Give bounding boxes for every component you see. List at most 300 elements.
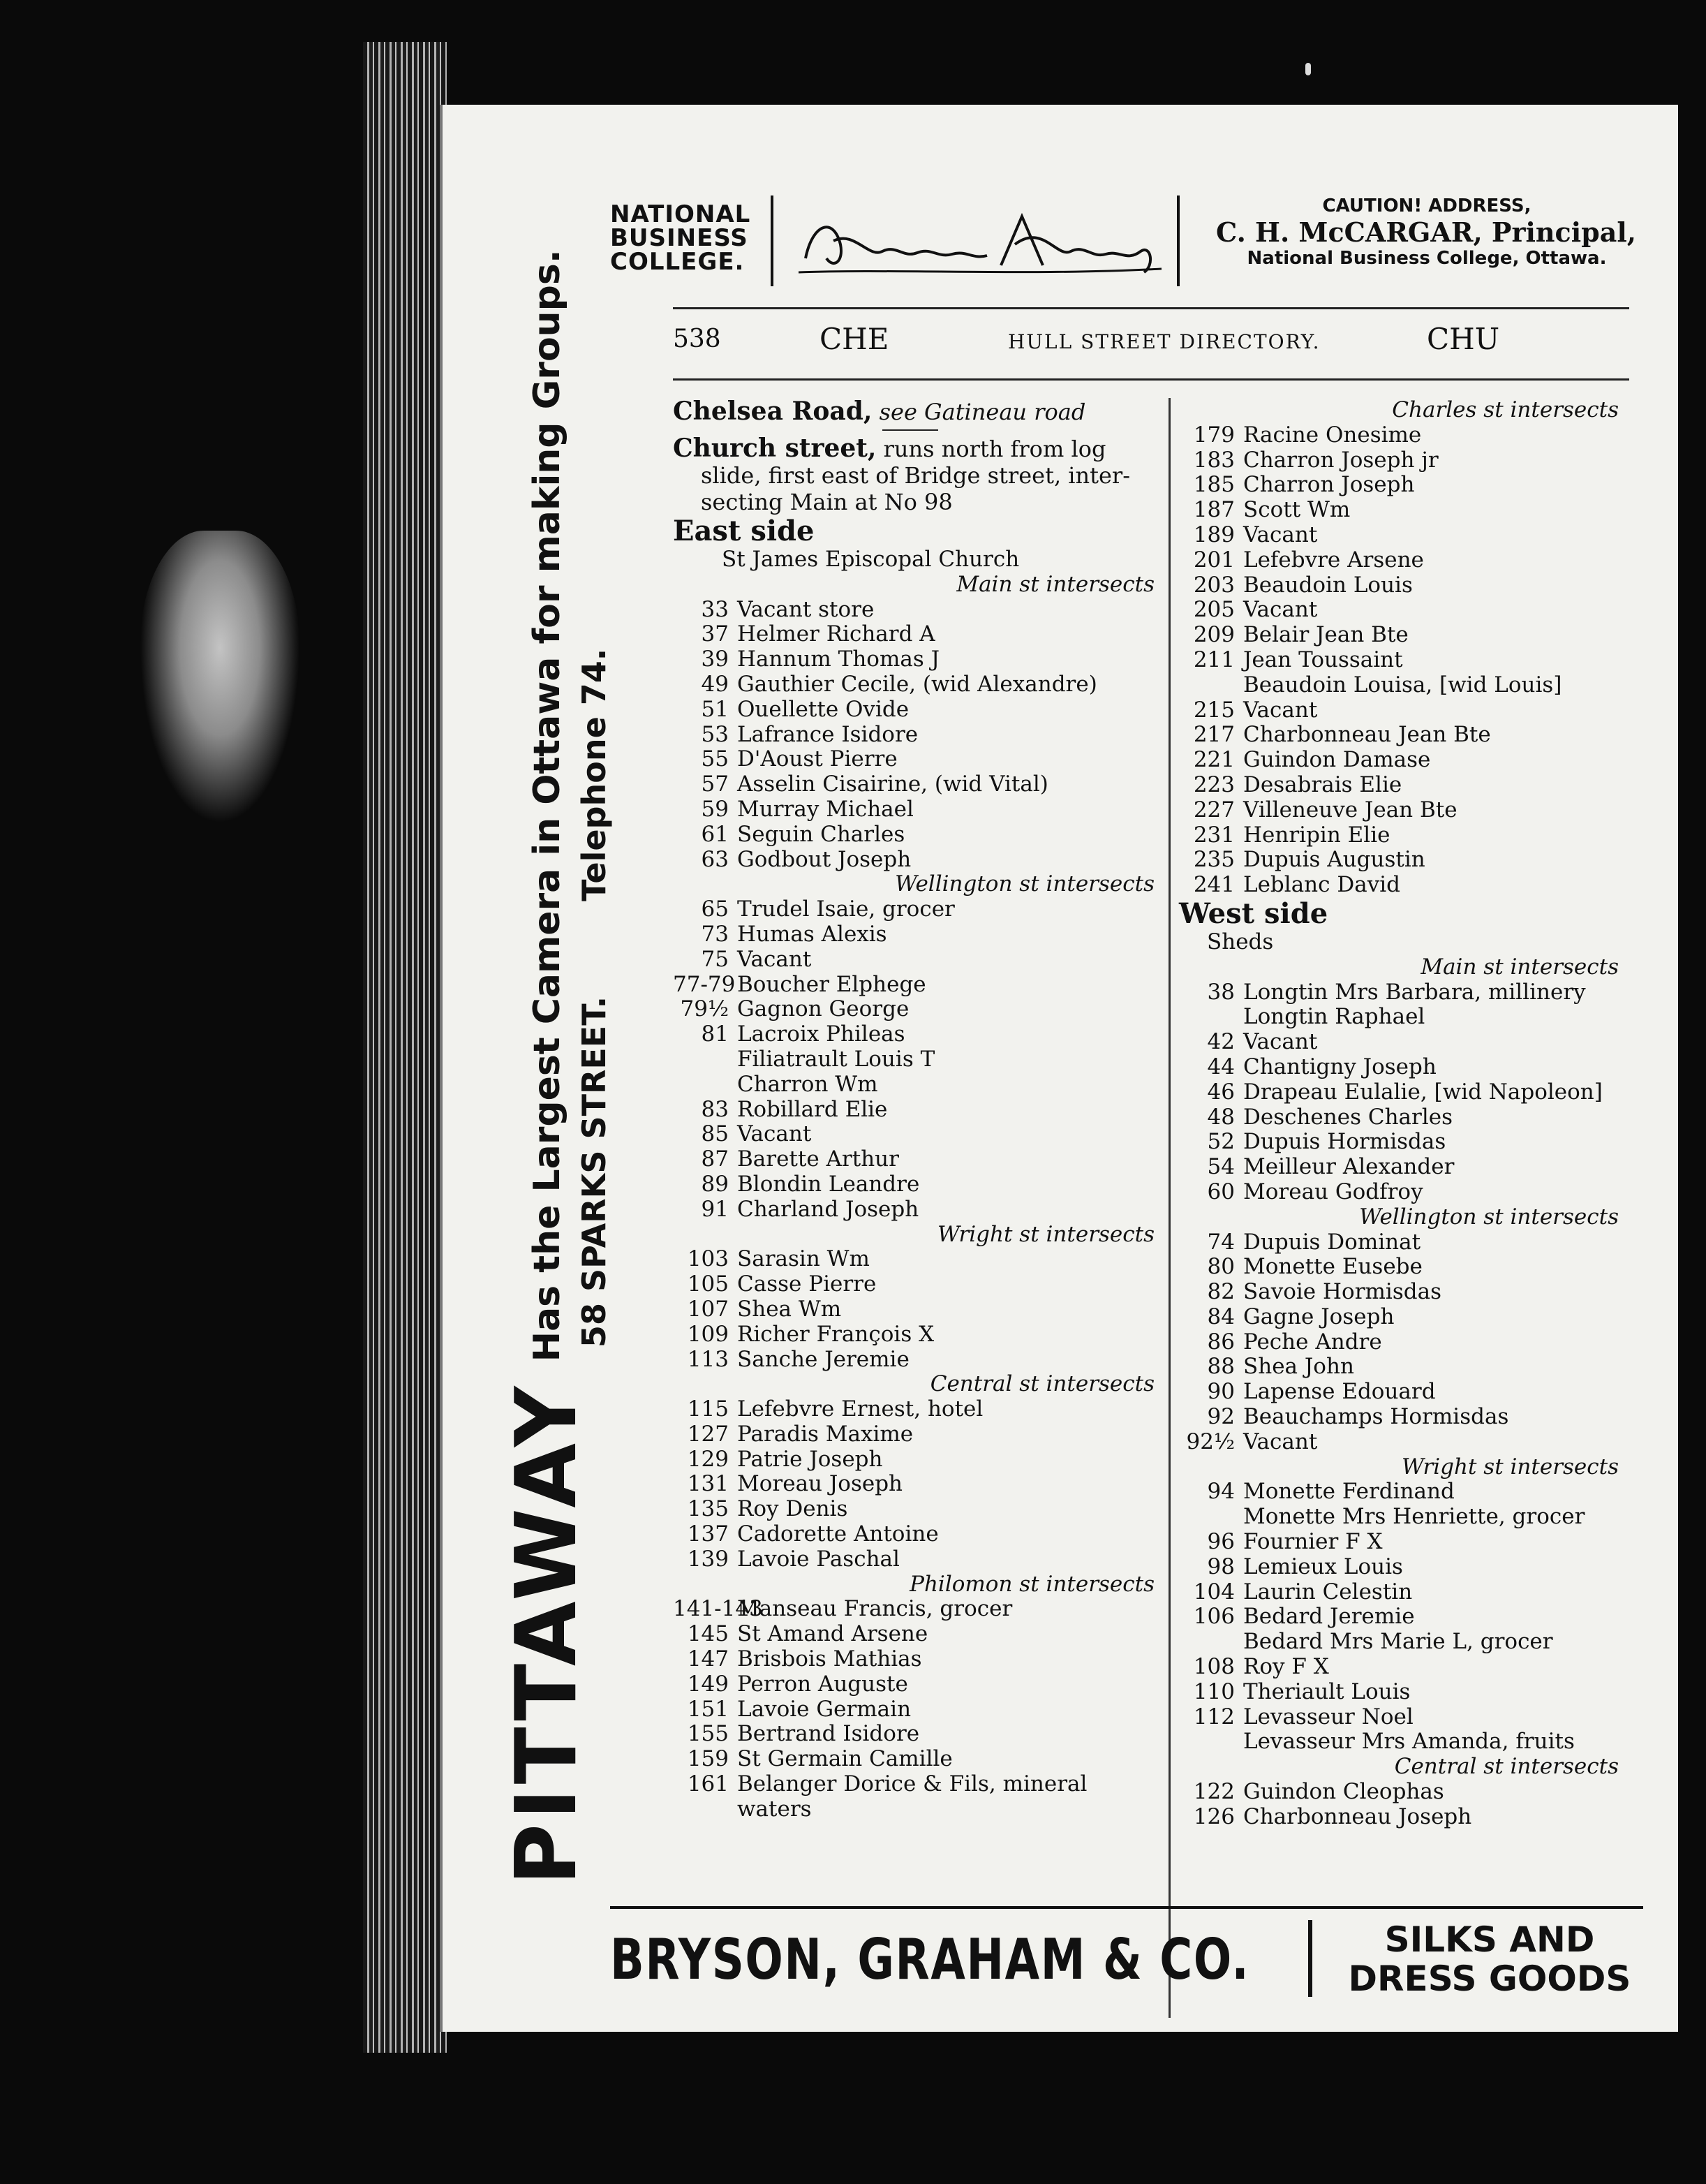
house-number: 235	[1193, 847, 1235, 873]
resident-name: Meilleur Alexander	[1243, 1154, 1455, 1180]
list-item: Sheds	[1207, 929, 1274, 954]
list-item	[673, 1022, 1162, 1047]
resident-name: Monette Ferdinand	[1243, 1479, 1455, 1505]
list-item	[673, 1297, 1162, 1322]
house-number: 80	[1207, 1254, 1235, 1280]
list-item	[1179, 1130, 1626, 1155]
resident-name: Patrie Joseph	[737, 1446, 883, 1472]
list-item	[1179, 723, 1626, 748]
house-number: 57	[701, 772, 729, 797]
house-number: 135	[687, 1496, 729, 1522]
intersection-note: Charles st intersects	[1392, 397, 1619, 422]
list-item	[673, 1272, 1162, 1297]
list-item	[1179, 1280, 1626, 1305]
resident-name: Shea Wm	[737, 1296, 842, 1322]
resident-name: Godbout Joseph	[737, 846, 912, 872]
list-item	[1179, 1030, 1626, 1055]
resident-name: Sarasin Wm	[737, 1246, 870, 1272]
resident-name: Charron Joseph	[1243, 472, 1415, 498]
resident-name: Ouellette Ovide	[737, 696, 910, 722]
resident-name: Beaudoin Louis	[1243, 572, 1413, 598]
house-number: 59	[701, 796, 729, 822]
resident-name: Deschenes Charles	[1243, 1104, 1453, 1130]
list-item	[1179, 1155, 1626, 1180]
list-item	[1179, 1705, 1626, 1730]
header-divider	[1177, 195, 1180, 286]
house-number: 205	[1193, 597, 1235, 623]
resident-name: Drapeau Eulalie, [wid Napoleon]	[1243, 1079, 1603, 1105]
street-desc: slide, first east of Bridge street, inter-	[701, 462, 1131, 489]
list-item	[673, 672, 1162, 698]
header-divider	[771, 195, 773, 286]
list-item	[1179, 1230, 1626, 1255]
resident-name: Blondin Leandre	[737, 1171, 920, 1197]
running-head	[673, 318, 1629, 360]
resident-name: Lefebvre Ernest, hotel	[737, 1396, 984, 1422]
house-number: 83	[701, 1096, 729, 1122]
house-number: 223	[1193, 772, 1235, 797]
resident-name: Guindon Cleophas	[1243, 1779, 1444, 1805]
street-note: see Gatineau road	[879, 399, 1086, 425]
list-item	[1179, 1405, 1626, 1430]
resident-name: St Amand Arsene	[737, 1621, 928, 1647]
list-item	[1179, 648, 1626, 673]
resident-name: Chantigny Joseph	[1243, 1054, 1437, 1079]
paper-stain	[140, 531, 300, 824]
list-item	[1179, 1055, 1626, 1080]
list-item	[673, 1172, 1162, 1197]
resident-name: Roy Denis	[737, 1496, 848, 1522]
list-item	[1179, 1430, 1626, 1455]
house-number: 127	[687, 1421, 729, 1447]
resident-name: Roy F X	[1243, 1654, 1329, 1680]
list-item	[673, 1197, 1162, 1223]
caution-address	[1189, 195, 1636, 269]
resident-name: Beauchamps Hormisdas	[1243, 1404, 1509, 1430]
house-number: 131	[687, 1471, 729, 1497]
list-item	[673, 647, 1162, 672]
house-number: 183	[1193, 447, 1235, 473]
list-item	[673, 1747, 1162, 1772]
intersection-note: Philomon st intersects	[910, 1571, 1155, 1597]
resident-name: Robillard Elie	[737, 1096, 888, 1122]
house-number: 211	[1193, 647, 1235, 672]
running-head-rule	[673, 378, 1629, 381]
list-item	[673, 598, 1162, 623]
resident-name: Jean Toussaint	[1243, 647, 1403, 672]
house-number: 37	[701, 621, 729, 647]
nbc-line: NATIONAL	[610, 200, 751, 228]
house-number: 231	[1193, 822, 1235, 848]
resident-name: Leblanc David	[1243, 872, 1400, 898]
list-item	[673, 1497, 1162, 1522]
list-item	[673, 1622, 1162, 1647]
resident-name: Hannum Thomas J	[737, 647, 940, 672]
house-number: 53	[701, 721, 729, 747]
house-number: 96	[1207, 1529, 1235, 1555]
resident-name: Murray Michael	[737, 796, 914, 822]
running-head-title: HULL STREET DIRECTORY.	[1008, 330, 1321, 353]
bryson-graham-name: BRYSON, GRAHAM & CO.	[610, 1927, 1250, 1992]
list-item-continued: Bedard Mrs Marie L, grocer	[1243, 1629, 1553, 1655]
house-number: 87	[701, 1146, 729, 1172]
resident-name: Charbonneau Joseph	[1243, 1803, 1472, 1829]
list-item	[1179, 980, 1626, 1005]
list-item	[1179, 573, 1626, 598]
resident-name: Lavoie Germain	[737, 1696, 912, 1722]
house-number: 60	[1207, 1179, 1235, 1204]
intersection-note: Main st intersects	[1421, 954, 1619, 980]
resident-name: Shea John	[1243, 1354, 1354, 1380]
list-item	[1179, 698, 1626, 723]
column-divider	[1169, 398, 1171, 2018]
resident-name: Sanche Jeremie	[737, 1346, 910, 1372]
house-number: 109	[687, 1321, 729, 1347]
nbc-logo-text	[610, 202, 764, 274]
side-heading-east: East side	[673, 515, 815, 547]
resident-name: Henripin Elie	[1243, 822, 1390, 848]
left-entries	[673, 573, 1162, 1822]
house-number: 221	[1193, 747, 1235, 773]
house-number: 54	[1207, 1154, 1235, 1180]
list-item-continued: Levasseur Mrs Amanda, fruits	[1243, 1729, 1575, 1755]
resident-name: Moreau Godfroy	[1243, 1179, 1423, 1204]
header-rule	[673, 307, 1629, 309]
house-number: 241	[1193, 872, 1235, 898]
street-heading-church	[673, 435, 1162, 515]
list-item	[1179, 1680, 1626, 1705]
resident-name: Brisbois Mathias	[737, 1646, 922, 1672]
street-desc: runs north from log	[883, 436, 1106, 462]
house-number: 91	[701, 1196, 729, 1222]
house-number: 227	[1193, 797, 1235, 822]
intersection-note: Central st intersects	[930, 1371, 1155, 1397]
house-number: 129	[687, 1446, 729, 1472]
list-item	[1179, 498, 1626, 523]
house-number: 51	[701, 696, 729, 722]
resident-name: Laurin Celestin	[1243, 1579, 1413, 1604]
resident-name: Charland Joseph	[737, 1196, 919, 1222]
resident-name: Perron Auguste	[737, 1671, 908, 1697]
list-item	[673, 723, 1162, 748]
list-item-continued: Charron Wm	[737, 1071, 878, 1097]
resident-name: Bertrand Isidore	[737, 1721, 920, 1747]
house-number: 122	[1193, 1779, 1235, 1805]
footer-advertisement	[610, 1906, 1643, 2011]
small-rule	[882, 429, 938, 431]
list-item	[673, 1597, 1162, 1622]
list-item	[1179, 448, 1626, 473]
list-item	[673, 1322, 1162, 1348]
resident-name: Scott Wm	[1243, 497, 1351, 523]
house-number: 189	[1193, 522, 1235, 547]
list-item	[673, 797, 1162, 822]
business-writing-script-icon	[792, 202, 1169, 286]
principal-name: C. H. McCARGAR, Principal,	[1216, 216, 1636, 248]
house-number: 161	[687, 1771, 729, 1797]
house-number: 104	[1193, 1579, 1235, 1604]
resident-name: Lefebvre Arsene	[1243, 547, 1424, 573]
side-heading-west: West side	[1179, 897, 1328, 930]
caution-title: CAUTION! ADDRESS,	[1322, 195, 1531, 216]
house-number: 147	[687, 1646, 729, 1672]
resident-name: Peche Andre	[1243, 1329, 1382, 1355]
house-number: 137	[687, 1521, 729, 1547]
house-number: 52	[1207, 1129, 1235, 1155]
list-item	[673, 922, 1162, 947]
list-item	[1179, 1805, 1626, 1830]
silks-line: DRESS GOODS	[1348, 1958, 1631, 1999]
house-number: 88	[1207, 1354, 1235, 1380]
resident-name: Richer François X	[737, 1321, 935, 1347]
resident-name: Bedard Jeremie	[1243, 1604, 1415, 1630]
house-number: 113	[687, 1346, 729, 1372]
house-number: 48	[1207, 1104, 1235, 1130]
list-item-continued: waters	[737, 1796, 812, 1822]
side-advertisement	[498, 249, 666, 1885]
list-item	[673, 622, 1162, 647]
list-item	[673, 747, 1162, 772]
list-item	[1179, 1555, 1626, 1580]
house-number: 98	[1207, 1554, 1235, 1579]
house-number: 145	[687, 1621, 729, 1647]
intersection-note: Main st intersects	[956, 571, 1155, 597]
list-item	[673, 848, 1162, 873]
house-number: 103	[687, 1246, 729, 1272]
house-number: 55	[701, 746, 729, 772]
footer-rule	[610, 1906, 1643, 1909]
list-item	[1179, 1580, 1626, 1605]
resident-name: Paradis Maxime	[737, 1421, 914, 1447]
list-item	[673, 772, 1162, 797]
house-number: 106	[1193, 1604, 1235, 1630]
house-number: 108	[1193, 1654, 1235, 1680]
street-name: Church street,	[673, 434, 877, 463]
house-number: 203	[1193, 572, 1235, 598]
list-item	[673, 1397, 1162, 1422]
house-number: 75	[701, 946, 729, 972]
list-item	[673, 1472, 1162, 1497]
resident-name: Dupuis Dominat	[1243, 1229, 1421, 1255]
house-number: 159	[687, 1746, 729, 1772]
running-head-left: CHE	[819, 322, 889, 356]
list-item	[1179, 1080, 1626, 1105]
house-number: 81	[701, 1021, 729, 1047]
house-number: 126	[1193, 1803, 1235, 1829]
resident-name: Theriault Louis	[1243, 1678, 1411, 1704]
pittaway-telephone: Telephone 74.	[575, 648, 613, 901]
list-item	[1179, 1255, 1626, 1280]
list-item	[1179, 1780, 1626, 1805]
list-item	[673, 973, 1162, 998]
list-item	[1179, 523, 1626, 548]
house-number: 44	[1207, 1054, 1235, 1079]
list-item	[1179, 798, 1626, 823]
street-heading-chelsea	[673, 398, 1162, 425]
list-item	[673, 1348, 1162, 1373]
list-item	[673, 1647, 1162, 1672]
resident-name: Moreau Joseph	[737, 1471, 903, 1497]
list-item	[673, 1697, 1162, 1722]
house-number: 155	[687, 1721, 729, 1747]
list-item	[1179, 423, 1626, 448]
street-desc: secting Main at No 98	[701, 489, 953, 515]
house-number: 74	[1207, 1229, 1235, 1255]
resident-name: Cadorette Antoine	[737, 1521, 939, 1547]
resident-name: Lafrance Isidore	[737, 721, 919, 747]
header-advertisement	[610, 195, 1636, 293]
house-number: 82	[1207, 1279, 1235, 1305]
resident-name: Helmer Richard A	[737, 621, 935, 647]
house-number: 42	[1207, 1029, 1235, 1055]
house-number: 61	[701, 821, 729, 847]
page-number: 538	[673, 325, 721, 353]
list-item	[673, 947, 1162, 973]
resident-name: Lemieux Louis	[1243, 1554, 1403, 1579]
right-entries	[1179, 398, 1626, 898]
resident-name: Dupuis Augustin	[1243, 847, 1425, 873]
house-number: 79½	[680, 996, 729, 1022]
house-number: 185	[1193, 472, 1235, 498]
list-item	[673, 822, 1162, 848]
silks-text	[1336, 1920, 1643, 1998]
resident-name: Savoie Hormisdas	[1243, 1279, 1441, 1305]
resident-name: Vacant	[1243, 522, 1318, 547]
house-number: 73	[701, 921, 729, 947]
house-number: 141-143	[673, 1596, 763, 1622]
list-item	[1179, 1530, 1626, 1555]
resident-name: Vacant store	[737, 596, 875, 622]
intersection-note: Wright st intersects	[937, 1221, 1155, 1247]
house-number: 90	[1207, 1379, 1235, 1405]
list-item	[1179, 823, 1626, 848]
resident-name: Vacant	[1243, 597, 1318, 623]
list-item	[673, 1147, 1162, 1172]
resident-name: Vacant	[737, 1121, 812, 1147]
house-number: 38	[1207, 979, 1235, 1005]
resident-name: D'Aoust Pierre	[737, 746, 898, 772]
college-address: National Business College, Ottawa.	[1247, 248, 1607, 269]
resident-name: Monette Eusebe	[1243, 1254, 1423, 1280]
resident-name: Charron Joseph jr	[1243, 447, 1439, 473]
resident-name: St Germain Camille	[737, 1746, 953, 1772]
house-number: 217	[1193, 722, 1235, 748]
list-item	[673, 1522, 1162, 1547]
list-item-continued: Longtin Raphael	[1243, 1004, 1425, 1030]
intersection-note: Central st intersects	[1394, 1754, 1619, 1780]
house-number: 209	[1193, 622, 1235, 648]
list-item	[673, 1422, 1162, 1447]
house-number: 115	[687, 1396, 729, 1422]
list-item	[1179, 873, 1626, 898]
list-item	[673, 1122, 1162, 1147]
resident-name: Belair Jean Bte	[1243, 622, 1409, 648]
list-item	[1179, 748, 1626, 773]
house-number: 65	[701, 897, 729, 922]
list-item-continued: Beaudoin Louisa, [wid Louis]	[1243, 672, 1562, 698]
resident-name: Seguin Charles	[737, 821, 905, 847]
house-number: 105	[687, 1271, 729, 1297]
list-item	[1179, 1105, 1626, 1130]
resident-name: Lacroix Phileas	[737, 1021, 905, 1047]
silks-line: SILKS AND	[1384, 1919, 1595, 1960]
resident-name: Gagne Joseph	[1243, 1304, 1395, 1329]
house-number: 84	[1207, 1304, 1235, 1329]
pittaway-address: 58 SPARKS STREET.	[575, 996, 613, 1348]
resident-name: Longtin Mrs Barbara, millinery	[1243, 979, 1586, 1005]
house-number: 94	[1207, 1479, 1235, 1505]
house-number: 63	[701, 846, 729, 872]
list-item	[673, 1247, 1162, 1272]
resident-name: Barette Arthur	[737, 1146, 899, 1172]
house-number: 46	[1207, 1079, 1235, 1105]
resident-name: Gagnon George	[737, 996, 910, 1022]
nbc-line: BUSINESS	[610, 224, 748, 252]
list-item	[1179, 1604, 1626, 1630]
resident-name: Asselin Cisairine, (wid Vital)	[737, 772, 1048, 797]
house-number: 33	[701, 596, 729, 622]
list-item	[673, 1547, 1162, 1572]
house-number: 215	[1193, 697, 1235, 723]
list-item	[1179, 1330, 1626, 1355]
left-column	[673, 398, 1162, 1822]
street-name: Chelsea Road,	[673, 397, 873, 426]
resident-name: Lavoie Paschal	[737, 1546, 900, 1572]
resident-name: Dupuis Hormisdas	[1243, 1129, 1446, 1155]
house-number: 49	[701, 671, 729, 697]
house-number: 92	[1207, 1404, 1235, 1430]
list-item	[1179, 773, 1626, 798]
list-item	[673, 1098, 1162, 1123]
resident-name: Lapense Edouard	[1243, 1379, 1436, 1405]
house-number: 85	[701, 1121, 729, 1147]
resident-name: Fournier F X	[1243, 1529, 1383, 1555]
resident-name: Boucher Elphege	[737, 971, 926, 997]
resident-name: Vacant	[737, 946, 812, 972]
list-item	[1179, 548, 1626, 573]
book-page-edges	[363, 42, 447, 2053]
list-item-continued: Monette Mrs Henriette, grocer	[1243, 1504, 1585, 1530]
list-item	[1179, 1305, 1626, 1330]
house-number: 39	[701, 647, 729, 672]
right-entries-west	[1179, 955, 1626, 1830]
intersection-note: Wright st intersects	[1401, 1454, 1619, 1480]
list-item	[673, 1722, 1162, 1747]
house-number: 179	[1193, 422, 1235, 448]
resident-name: Vacant	[1243, 697, 1318, 723]
footer-divider	[1308, 1920, 1312, 1997]
resident-name: Trudel Isaie, grocer	[737, 897, 955, 922]
list-item	[1179, 1655, 1626, 1680]
resident-name: Levasseur Noel	[1243, 1704, 1414, 1729]
resident-name: Vacant	[1243, 1429, 1318, 1454]
pittaway-name: PITTAWAY	[498, 1382, 595, 1885]
intersection-note: Wellington st intersects	[895, 871, 1155, 897]
list-item	[673, 1772, 1162, 1797]
list-item	[673, 897, 1162, 922]
house-number: 149	[687, 1671, 729, 1697]
house-number: 139	[687, 1546, 729, 1572]
nbc-line: COLLEGE.	[610, 248, 745, 276]
list-item	[1179, 598, 1626, 623]
running-head-right: CHU	[1427, 322, 1500, 356]
intersection-note: Wellington st intersects	[1359, 1204, 1619, 1230]
right-column	[1179, 398, 1626, 1830]
house-number: 112	[1193, 1704, 1235, 1729]
list-item	[673, 1447, 1162, 1473]
list-item	[1179, 848, 1626, 873]
resident-name: Charbonneau Jean Bte	[1243, 722, 1491, 748]
